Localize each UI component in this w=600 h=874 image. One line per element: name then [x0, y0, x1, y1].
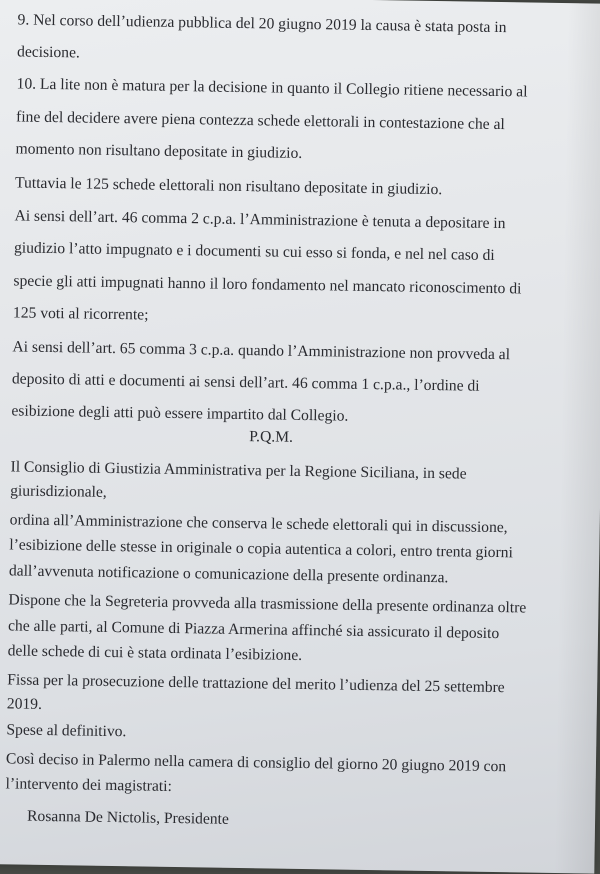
text-line: ordina all’Amministrazione che conserva le schede elettorali qui in discussione, — [9, 511, 508, 537]
text-line: deposito di atti e documenti ai sensi dell’art. 46 comma 1 c.p.a., l’ordine di — [11, 370, 480, 395]
text-line: dall’avvenuta notificazione o comunicazione della presente ordinanza. — [8, 562, 449, 587]
text-line: momento non risultano depositate in giudizio. — [15, 140, 303, 162]
text-line: 2019. — [6, 695, 43, 713]
text-line: Così deciso in Palermo nella camera di consiglio del giorno 20 giugno 2019 con — [5, 750, 507, 776]
text-line: specie gli atti impugnati hanno il loro fondamento nel mancato riconoscimento di — [13, 272, 522, 298]
text-line: Fissa per la prosecuzione delle trattazione del merito l’udienza del 25 settembre — [7, 671, 505, 697]
text-line: decisione. — [16, 43, 81, 62]
page-shadow — [554, 3, 600, 874]
text-line: 10. La lite non è matura per la decisione in quanto il Collegio ritiene necessario al — [16, 75, 528, 101]
text-line: Ai sensi dell’art. 65 comma 3 c.p.a. quando l’Amministrazione non provveda al — [12, 338, 511, 364]
text-line: l’esibizione delle stesse in originale o copia autentica a colori, entro trenta giorni — [9, 536, 514, 562]
text-line: giurisdizionale, — [10, 482, 107, 501]
text-line: che alle parti, al Comune di Piazza Armerina affinché sia assicurato il deposito — [7, 617, 500, 643]
signature-line: Rosanna De Nictolis, Presidente — [26, 807, 230, 828]
text-line: l’intervento dei magistrati: — [5, 775, 173, 795]
text-line: Il Consiglio di Giustizia Amministrativa per la Regione Siciliana, in sede — [10, 458, 467, 483]
text-line: 9. Nel corso dell’udienza pubblica del 20 giugno 2019 la causa è stata posta in — [17, 11, 507, 37]
document-body — [5, 0, 590, 828]
section-heading: P.Q.M. — [249, 428, 294, 446]
text-line: Ai sensi dell’art. 46 comma 2 c.p.a. l’Amministrazione è tenuta a depositare in — [14, 207, 506, 233]
text-line: Tuttavia le 125 schede elettorali non risultano depositate in giudizio. — [14, 174, 443, 199]
text-line: 125 voti al ricorrente; — [12, 304, 149, 324]
text-line: Spese al definitivo. — [6, 721, 127, 741]
text-line: delle schede di cui è stata ordinata l’esibizione. — [7, 642, 303, 664]
text-line: esibizione degli atti può essere impartito dal Collegio. — [11, 402, 349, 425]
text-line: fine del decidere avere piena contezza schede elettorali in contestazione che al — [15, 108, 505, 134]
text-line: giudizio l’atto impugnato e i documenti su cui esso si fonda, e nel nel caso di — [13, 239, 495, 264]
text-line: Dispone che la Segreteria provveda alla trasmissione della presente ordinanza oltre — [8, 591, 527, 617]
